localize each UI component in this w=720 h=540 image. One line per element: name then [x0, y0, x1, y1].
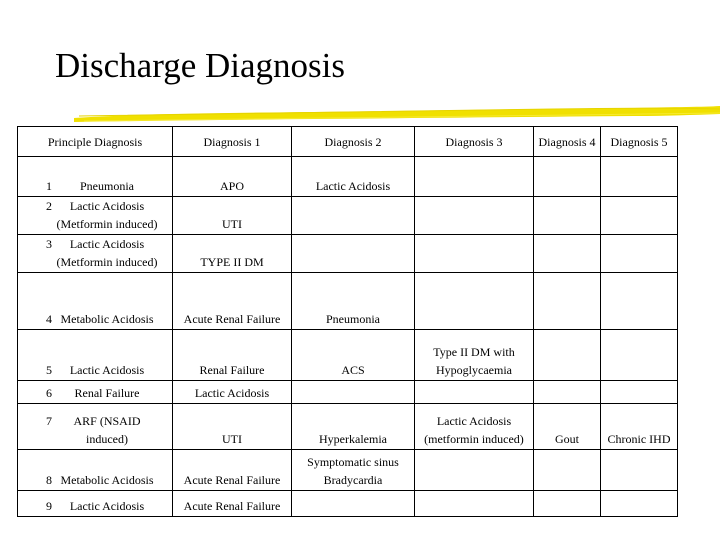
row-number: 3	[46, 237, 52, 251]
cell-text: UTI	[222, 217, 242, 231]
table-cell	[415, 235, 534, 273]
table-cell	[18, 330, 173, 381]
table-cell	[534, 330, 601, 381]
table-cell	[601, 491, 678, 517]
table-cell	[173, 197, 292, 235]
table-row	[18, 381, 678, 404]
table-cell	[173, 450, 292, 491]
table-cell	[601, 157, 678, 197]
table-cell	[601, 330, 678, 381]
cell-text: APO	[219, 179, 244, 193]
table-cell	[173, 491, 292, 517]
table-cell	[18, 157, 173, 197]
header-cell: Diagnosis 2	[292, 127, 415, 157]
cell-text: Lactic Acidosis (Metformin induced)	[56, 237, 158, 269]
cell-text: Type II DM with Hypoglycaemia	[433, 345, 515, 377]
table-row	[18, 235, 678, 273]
table-header-row	[18, 127, 678, 157]
row-number: 4	[46, 312, 52, 326]
table-cell	[173, 330, 292, 381]
table-cell	[415, 273, 534, 330]
table-cell	[415, 330, 534, 381]
table-cell	[601, 235, 678, 273]
header-cell: Principle Diagnosis	[18, 127, 173, 157]
row-number: 6	[46, 386, 52, 400]
table-cell	[534, 381, 601, 404]
row-number: 5	[46, 363, 52, 377]
table-cell	[292, 273, 415, 330]
table-cell	[415, 381, 534, 404]
title-underline-brush	[74, 104, 720, 126]
cell-text: Acute Renal Failure	[183, 473, 281, 487]
cell-text: Chronic IHD	[607, 432, 671, 446]
header-cell: Diagnosis 3	[415, 127, 534, 157]
table-cell	[601, 197, 678, 235]
table-cell	[18, 197, 173, 235]
table-cell	[18, 273, 173, 330]
cell-text: Lactic Acidosis	[315, 179, 391, 193]
table-cell	[534, 235, 601, 273]
table-cell	[292, 491, 415, 517]
table-cell	[173, 235, 292, 273]
cell-text: Lactic Acidosis (Metformin induced)	[56, 199, 158, 231]
cell-text: Acute Renal Failure	[183, 499, 281, 513]
table-row	[18, 197, 678, 235]
table-cell	[18, 381, 173, 404]
cell-text: Metabolic Acidosis	[60, 473, 154, 487]
table-cell	[534, 157, 601, 197]
table-cell	[173, 273, 292, 330]
cell-text: Lactic Acidosis	[69, 363, 145, 377]
table-cell	[534, 273, 601, 330]
row-number: 9	[46, 499, 52, 513]
table-cell	[18, 491, 173, 517]
cell-text: Lactic Acidosis	[69, 499, 145, 513]
row-number: 7	[46, 414, 52, 428]
cell-text: Lactic Acidosis (metformin induced)	[424, 414, 524, 446]
table-cell	[601, 381, 678, 404]
table-cell	[415, 450, 534, 491]
cell-text: ARF (NSAID induced)	[73, 414, 141, 446]
table-row	[18, 157, 678, 197]
table-cell	[601, 404, 678, 450]
table-cell	[601, 450, 678, 491]
cell-text: Symptomatic sinus Bradycardia	[307, 455, 399, 487]
cell-text: Renal Failure	[199, 363, 265, 377]
row-number: 1	[46, 179, 52, 193]
cell-text: Pneumonia	[80, 179, 134, 193]
table-cell	[292, 157, 415, 197]
table-cell	[292, 330, 415, 381]
table-row	[18, 450, 678, 491]
table-row	[18, 491, 678, 517]
discharge-diagnosis-table	[17, 126, 678, 517]
table-row	[18, 404, 678, 450]
table-cell	[601, 273, 678, 330]
header-cell: Diagnosis 1	[173, 127, 292, 157]
table-cell	[18, 404, 173, 450]
header-cell: Diagnosis 5	[601, 127, 678, 157]
table-cell	[292, 450, 415, 491]
cell-text: Hyperkalemia	[319, 432, 387, 446]
table-cell	[173, 404, 292, 450]
row-number: 8	[46, 473, 52, 487]
cell-text: Renal Failure	[74, 386, 140, 400]
cell-text: Acute Renal Failure	[183, 312, 281, 326]
table-cell	[415, 491, 534, 517]
table-cell	[292, 404, 415, 450]
table-cell	[173, 381, 292, 404]
table-row	[18, 330, 678, 381]
table-cell	[415, 404, 534, 450]
cell-text: Metabolic Acidosis	[60, 312, 154, 326]
cell-text: Lactic Acidosis	[194, 386, 270, 400]
table-cell	[415, 197, 534, 235]
table-cell	[18, 450, 173, 491]
table-cell	[534, 450, 601, 491]
table-cell	[18, 235, 173, 273]
table-cell	[292, 235, 415, 273]
table-row	[18, 273, 678, 330]
cell-text: ACS	[341, 363, 365, 377]
cell-text: Pneumonia	[326, 312, 380, 326]
table-cell	[534, 197, 601, 235]
table-cell	[173, 157, 292, 197]
table-cell	[292, 197, 415, 235]
table-cell	[415, 157, 534, 197]
header-cell: Diagnosis 4	[534, 127, 601, 157]
cell-text: Gout	[555, 432, 579, 446]
table-cell	[292, 381, 415, 404]
cell-text: TYPE II DM	[200, 255, 264, 269]
row-number: 2	[46, 199, 52, 213]
table-cell	[534, 404, 601, 450]
table-cell	[534, 491, 601, 517]
cell-text: UTI	[222, 432, 242, 446]
slide-title: Discharge Diagnosis	[55, 46, 345, 85]
